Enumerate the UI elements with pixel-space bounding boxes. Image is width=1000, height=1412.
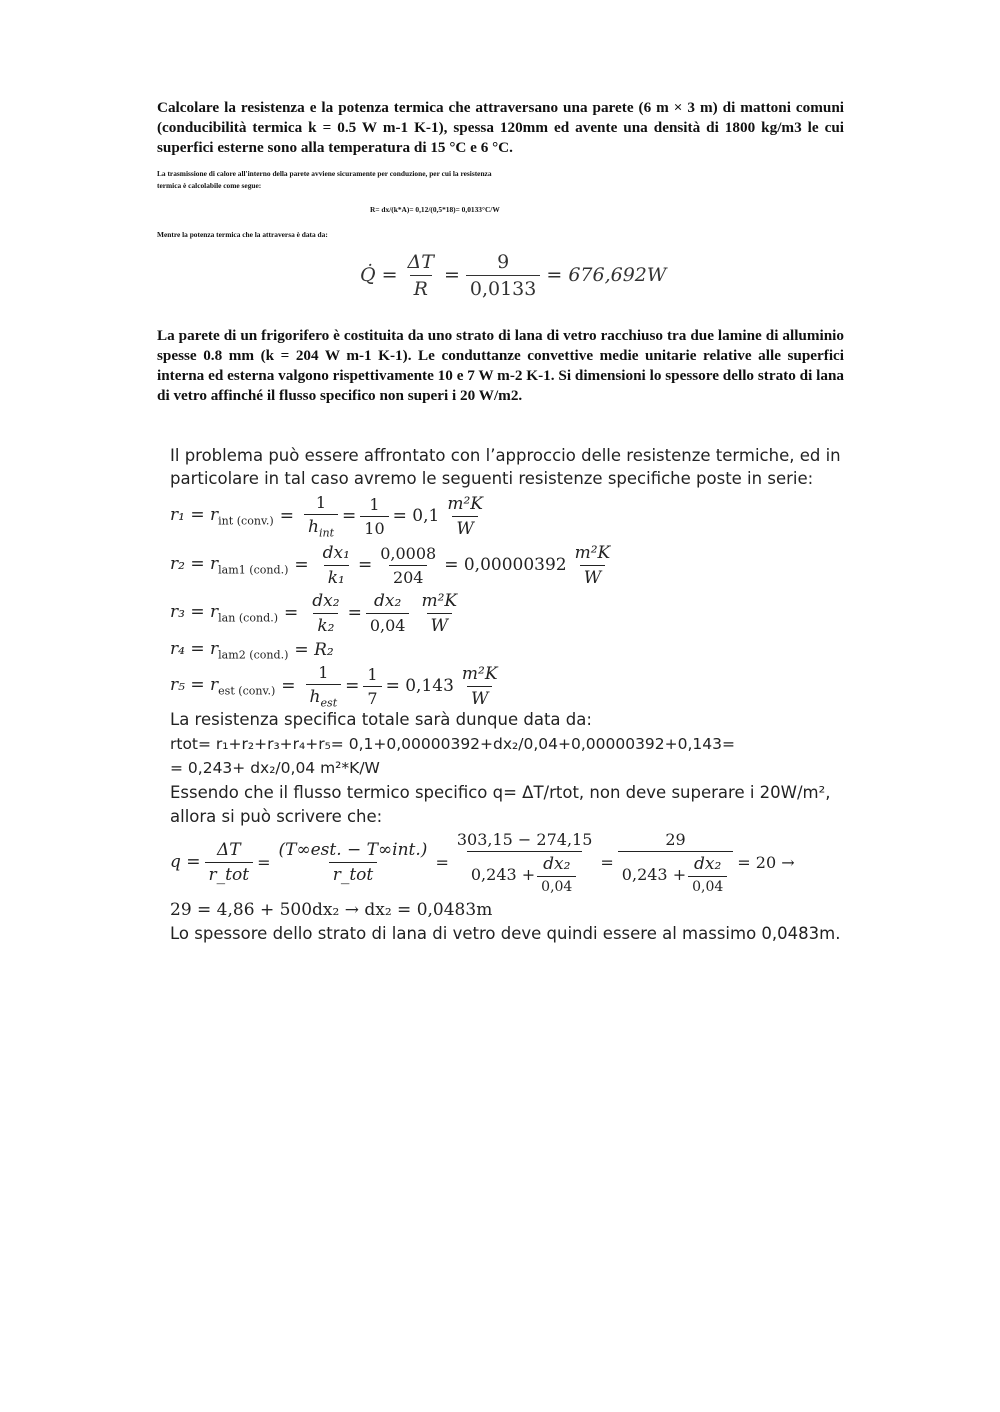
r5-eq: = [281,676,296,696]
q-frac-d-num: 29 [665,829,686,849]
q-frac-c-den: 0,243 + $\frac{\text{dx₂}}{0,04}$ [467,851,582,895]
r1-frac-a-num: 1 [315,492,327,512]
q-eq1: = [257,852,271,872]
total-line-1: rtot= r₁+r₂+r₃+r₄+r₅= 0,1+0,00000392+dx₂/0,04+0,00000392+0,143= [170,735,736,753]
conclusion: Lo spessore dello strato di lana di vetro deve quindi essere al massimo 0,0483m. [170,924,841,943]
r3-frac-a [308,591,343,636]
q-equation [170,828,795,896]
problem-2-statement: La parete di un frigorifero è costituita da uno strato di lana di vetro racchiuso tra due lamine di alluminio spesse 0.8 mm (k = 204 W m-1 K-1). Le conduttanze convettive medie unitarie relative alle superfici interna ed esterna valgono rispettivamente 10 e 7 W m-2 K-1. Si dimensioni lo spessore dello strato di lana di vetro affinché il flusso specifico non superi i 20 W/m2. [157,327,844,404]
power-eq-equals: = [443,264,460,286]
q-lhs: q = [170,852,201,872]
q-frac-b-den: r_tot [329,862,378,885]
r3-frac-a-den: k₂ [313,613,338,636]
q-frac-a-num: ΔT [216,839,241,860]
r4-equation [170,636,334,664]
q-frac-c-num: 303,15 − 274,15 [456,829,593,849]
power-equation [360,248,666,302]
power-eq-f1-num: ΔT [407,250,434,273]
conduction-note-line-1: La trasmissione di calore all'interno della parete avviene sicuramente per conduzione, per cui la resistenza [157,169,492,178]
power-eq-f1-den: R [410,275,432,300]
r1-frac-a [304,493,338,539]
r2-frac-a-num: dx₁ [322,542,350,563]
r1-frac-a-den: $h_{int}$ [304,514,338,539]
r2-unit-den: W [580,565,605,588]
r2-frac-a [319,543,354,588]
r3-frac-b-den: 0,04 [366,613,410,635]
q-frac-a-den: r_tot [205,862,254,885]
r2-equation [170,542,618,588]
r1-lhs: $r_1 = r_{int (conv.)}$ [170,504,274,528]
r5-equation [170,662,506,710]
r2-frac-b-num: 0,0008 [380,543,437,563]
r5-unit [458,664,502,709]
r3-eq2: = [347,603,362,623]
r1-frac-b-den: 10 [360,516,388,538]
r5-frac-b-den: 7 [363,686,381,708]
r1-equation [170,492,491,540]
r3-frac-b-num: dx₂ [373,591,402,611]
q-frac-c [453,830,597,895]
solution-intro-1: Il problema può essere affrontato con l’approccio delle resistenze termiche, ed in [170,446,841,465]
final-equation: 29 = 4,86 + 500dx₂ → dx₂ = 0,0483m [170,900,493,920]
r2-frac-a-den: k₁ [324,565,349,588]
q-frac-b [274,840,431,885]
solution-intro-2: particolare in tal caso avremo le seguenti resistenze specifiche poste in serie: [170,469,814,488]
total-line-2: = 0,243+ dx₂/0,04 m²*K/W [170,759,380,777]
q-frac-a [205,840,254,885]
q-result: = 20 → [737,852,795,872]
r2-frac-b-den: 204 [389,565,428,587]
power-eq-result: = 676,692W [546,264,667,286]
r3-unit [417,591,461,636]
r1-frac-b [360,495,388,538]
r2-eq2: = [357,555,373,575]
total-intro: La resistenza specifica totale sarà dunque data da: [170,710,592,729]
q-frac-b-num: (T∞est. − T∞int.) [278,839,428,860]
r5-frac-a-num: 1 [318,662,329,682]
r3-unit-den: W [427,613,452,636]
flux-line-2: allora si può scrivere che: [170,807,383,826]
power-eq-f2-den: 0,0133 [466,275,540,300]
resistance-formula: R= dx/(k*A)= 0,12/(0,5*18)= 0,0133°C/W [370,205,500,214]
r2-result: = 0,00000392 [444,555,567,575]
r1-eq: = [279,506,294,526]
power-intro: Mentre la potenza termica che la attraversa è data da: [157,230,328,239]
conduction-note [157,168,617,192]
r5-frac-a [306,663,342,709]
q-eq2: = [435,852,449,872]
r1-unit [443,494,487,539]
r3-lhs: $r_3 = r_{lan (cond.)}$ [170,601,279,625]
q-frac-d [618,830,733,895]
r5-frac-b-num: 1 [367,664,378,684]
r5-unit-den: W [467,686,492,709]
r2-unit-num: m²K [574,542,611,563]
r1-unit-num: m²K [447,493,483,514]
r5-frac-b [363,665,381,708]
r1-unit-den: W [452,516,477,539]
problem-1-statement: Calcolare la resistenza e la potenza termica che attraversano una parete (6 m × 3 m) di mattoni comuni (conducibilità termica k = 0.5 W m-1 K-1), spessa 120mm ed avente una densità di 1800 kg/m3 le cui superfici esterne sono alla temperatura di 15 °C e 6 °C. [157,99,844,156]
r2-lhs: $r_2 = r_{lam1 (cond.)}$ [170,553,289,577]
r1-frac-b-num: 1 [369,494,380,514]
r2-eq: = [294,555,309,575]
r2-frac-b [376,544,440,587]
r5-frac-a-den: $h_{est}$ [306,684,342,709]
power-eq-lhs: Q̇ = [360,264,398,286]
power-eq-fraction-2 [466,251,540,300]
r2-unit [571,543,615,588]
power-eq-f2-num: 9 [497,250,510,273]
r1-result: = 0,1 [392,506,440,526]
r5-result: = 0,143 [385,676,454,696]
r5-eq2: = [345,676,360,696]
r5-unit-num: m²K [461,663,498,684]
r3-equation [170,590,465,636]
q-frac-d-den: 0,243 + $\frac{\text{dx₂}}{0,04}$ [618,851,733,895]
r3-frac-b [366,591,410,635]
r4-rest: = R₂ [294,640,334,660]
r5-lhs: $r_5 = r_{est (conv.)}$ [170,674,276,698]
r3-unit-num: m²K [421,590,458,611]
r1-eq2: = [342,506,357,526]
r3-frac-a-num: dx₂ [312,590,340,611]
r3-eq: = [284,603,299,623]
q-eq3: = [600,852,614,872]
flux-line-1: Essendo che il flusso termico specifico q= ΔT/rtot, non deve superare i 20W/m², [170,783,831,802]
conduction-note-line-2: termica è calcolabile come segue: [157,181,262,190]
power-eq-fraction-1 [404,251,438,300]
r4-lhs: $r_4 = r_{lam2 (cond.)}$ [170,638,289,662]
